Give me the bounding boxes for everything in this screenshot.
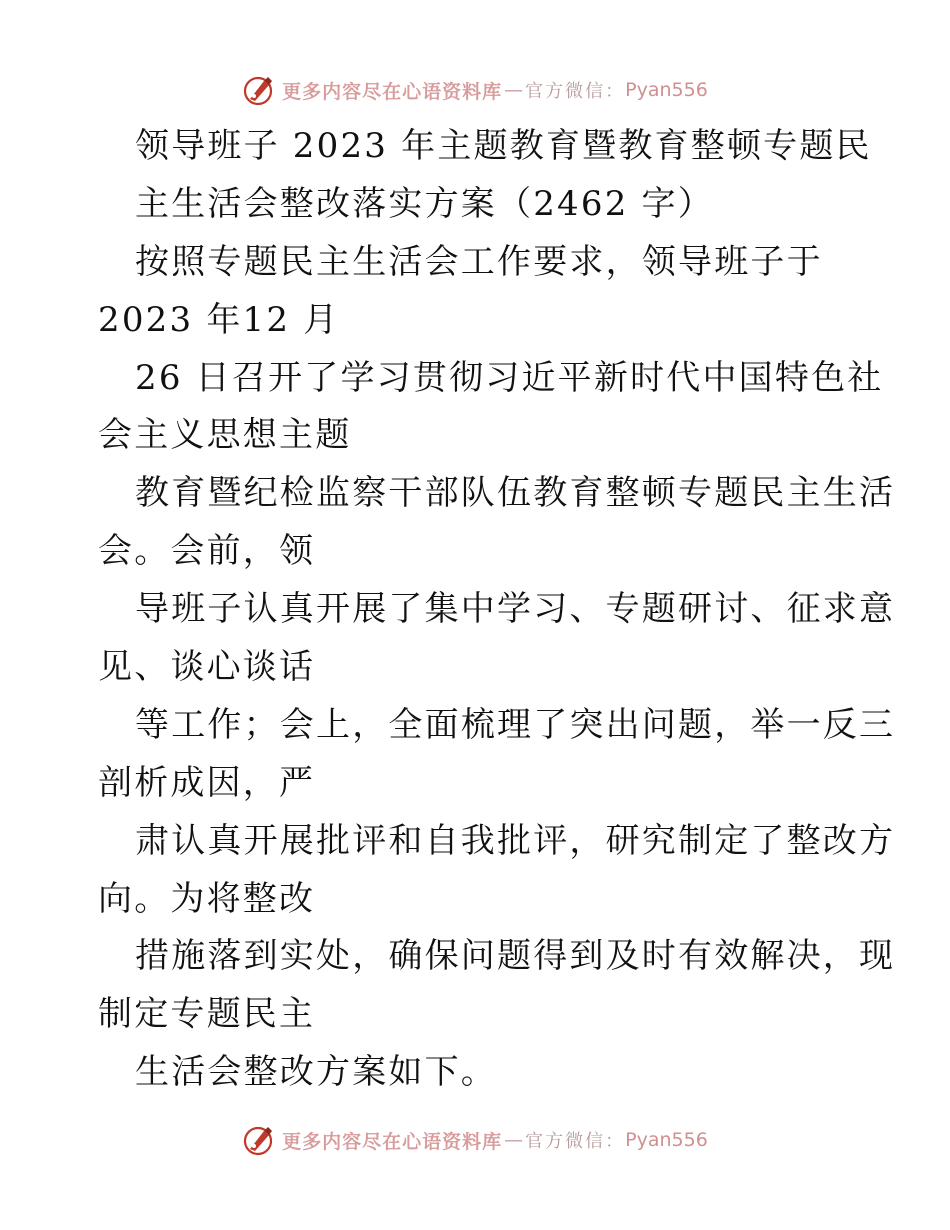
watermark-dash: — — [504, 79, 524, 101]
text-line: 生活会整改方案如下。 — [135, 1052, 497, 1093]
text-line: 见、谈心谈话 — [98, 647, 316, 688]
text-line: 领导班子 2023 年主题教育暨教育整顿专题民 — [135, 126, 872, 166]
watermark-official-label: 官方微信： — [525, 81, 626, 102]
text-line: 措施落到实处，确保问题得到及时有效解决，现 — [135, 936, 896, 977]
text-line: 剖析成因，严 — [98, 762, 316, 803]
text-line: 26 日召开了学习贯彻习近平新时代中国特色社 — [135, 357, 884, 398]
header-watermark — [0, 70, 950, 110]
watermark-official-label: 官方微信： — [525, 1131, 626, 1152]
text-line: 向。为将整改 — [98, 878, 316, 919]
watermark-text: 更多内容尽在心语资料库 — [282, 1130, 503, 1153]
document-body — [98, 118, 896, 1102]
text-line: 会。会前，领 — [98, 531, 316, 572]
text-line: 2023 年12 月 — [98, 299, 340, 340]
text-line: 主生活会整改落实方案（2462 字） — [135, 183, 714, 224]
text-line: 会主义思想主题 — [98, 415, 352, 456]
pen-logo-icon — [242, 1123, 276, 1157]
footer-watermark — [0, 1120, 950, 1160]
text-line: 等工作；会上，全面梳理了突出问题，举一反三 — [135, 704, 896, 745]
watermark-wechat-id: Pyan556 — [625, 79, 708, 101]
text-line: 教育暨纪检监察干部队伍教育整顿专题民主生活 — [135, 473, 896, 514]
watermark-dash: — — [504, 1129, 524, 1151]
watermark-wechat-id: Pyan556 — [625, 1129, 708, 1151]
watermark-text: 更多内容尽在心语资料库 — [282, 80, 503, 103]
text-line: 按照专题民主生活会工作要求，领导班子于 — [135, 241, 823, 282]
pen-logo-icon — [242, 73, 276, 107]
text-line: 导班子认真开展了集中学习、专题研讨、征求意 — [135, 589, 896, 630]
text-line: 肃认真开展批评和自我批评，研究制定了整改方 — [135, 820, 896, 861]
text-line: 制定专题民主 — [98, 994, 316, 1035]
